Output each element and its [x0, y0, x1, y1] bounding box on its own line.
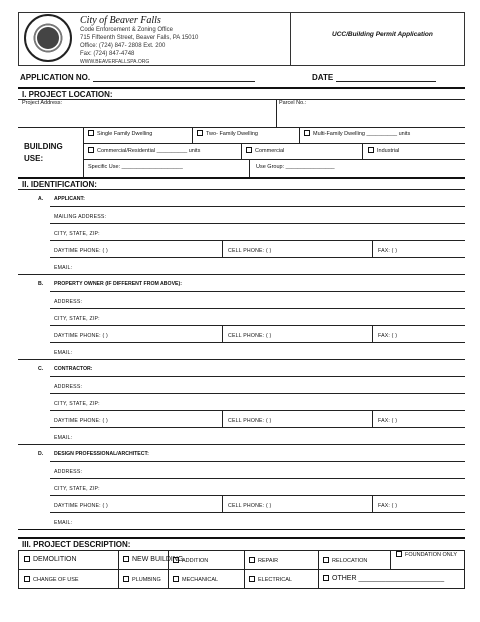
rule [299, 127, 300, 143]
specific-use-field[interactable]: Specific Use: ____________________ [88, 164, 183, 170]
checkbox-icon[interactable] [24, 576, 30, 582]
foundation-label: FOUNDATION ONLY [405, 552, 458, 558]
office-website: WWW.BEAVERFALLSPA.ORG [80, 59, 150, 65]
block-d-email[interactable]: EMAIL: [54, 520, 73, 526]
new-building-label: NEW BUILDING [132, 556, 184, 563]
office-phone: Office: (724) 847- 2808 Ext. 200 [80, 43, 166, 49]
single-family-option[interactable] [88, 130, 152, 137]
rule [83, 143, 465, 144]
checkbox-icon[interactable] [246, 147, 252, 153]
plumbing-option[interactable] [123, 576, 161, 583]
block-a-day-phone[interactable]: DAYTIME PHONE: ( ) [54, 248, 108, 254]
checkbox-icon[interactable] [88, 147, 94, 153]
date-label: DATE [312, 73, 334, 82]
rule [222, 240, 223, 257]
rule [50, 206, 465, 207]
addition-option[interactable] [173, 557, 208, 564]
mechanical-label: MECHANICAL [182, 577, 219, 583]
rule [18, 127, 465, 128]
application-no-label: APPLICATION NO. [20, 73, 91, 82]
block-b-cell[interactable]: CELL PHONE: ( ) [228, 333, 272, 339]
rule [118, 550, 119, 588]
rule [18, 87, 465, 89]
demolition-option[interactable] [24, 556, 77, 563]
rule [222, 410, 223, 427]
rule [50, 478, 465, 479]
rule [18, 444, 465, 445]
rule [362, 143, 363, 159]
block-b-city[interactable]: CITY, STATE, ZIP: [54, 316, 100, 322]
office-address: 715 Fifteenth Street, Beaver Falls, PA 15010 [80, 35, 199, 41]
two-family-label: Two- Family Dwelling [206, 131, 258, 137]
rule [50, 308, 465, 309]
rule [50, 393, 465, 394]
other-label: OTHER ______________________ [332, 575, 445, 582]
building-use-label: BUILDING USE: [24, 142, 63, 163]
block-b-letter: B. [38, 281, 44, 287]
checkbox-icon[interactable] [249, 557, 255, 563]
city-name: City of Beaver Falls [80, 15, 161, 26]
industrial-option[interactable] [368, 147, 399, 154]
change-of-use-option[interactable] [24, 576, 79, 583]
rule [244, 550, 245, 588]
checkbox-icon[interactable] [24, 556, 30, 562]
block-c-cell[interactable]: CELL PHONE: ( ) [228, 418, 272, 424]
block-d-cell[interactable]: CELL PHONE: ( ) [228, 503, 272, 509]
industrial-label: Industrial [377, 148, 400, 154]
checkbox-icon[interactable] [123, 556, 129, 562]
block-b-fax[interactable]: FAX: ( ) [378, 333, 398, 339]
rule [50, 325, 465, 326]
rule [18, 359, 465, 360]
block-b-address[interactable]: ADDRESS: [54, 299, 83, 305]
rule [372, 410, 373, 427]
rule [50, 495, 465, 496]
rule [18, 177, 465, 179]
rule [276, 99, 277, 127]
block-c-email[interactable]: EMAIL: [54, 435, 73, 441]
plumbing-label: PLUMBING [132, 577, 161, 583]
section-3-title: III. PROJECT DESCRIPTION: [22, 540, 131, 549]
electrical-label: ELECTRICAL [258, 577, 292, 583]
application-no-field[interactable] [93, 81, 255, 82]
checkbox-icon[interactable] [249, 576, 255, 582]
block-d-letter: D. [38, 451, 44, 457]
checkbox-icon[interactable] [396, 551, 402, 557]
block-a-title: APPLICANT: [54, 196, 85, 202]
block-b-day-phone[interactable]: DAYTIME PHONE: ( ) [54, 333, 108, 339]
rule [50, 223, 465, 224]
block-c-letter: C. [38, 366, 44, 372]
date-field[interactable] [336, 81, 436, 82]
rule [18, 189, 465, 190]
block-d-title: DESIGN PROFESSIONAL/ARCHITECT: [54, 451, 149, 457]
rule [18, 99, 465, 100]
checkbox-icon[interactable] [323, 575, 329, 581]
block-b-email[interactable]: EMAIL: [54, 350, 73, 356]
checkbox-icon[interactable] [173, 576, 179, 582]
rule [50, 291, 465, 292]
rule [222, 495, 223, 512]
change-of-use-label: CHANGE OF USE [33, 577, 79, 583]
block-a-fax[interactable]: FAX: ( ) [378, 248, 398, 254]
rule [390, 550, 391, 569]
block-a-cell[interactable]: CELL PHONE: ( ) [228, 248, 272, 254]
parcel-label: Parcel No.: [279, 100, 307, 106]
rule [241, 143, 242, 159]
office-fax: Fax: (724) 847-4748 [80, 51, 135, 57]
rule [222, 325, 223, 342]
mechanical-option[interactable] [173, 576, 218, 583]
checkbox-icon[interactable] [304, 130, 310, 136]
rule [83, 127, 84, 177]
office-name: Code Enforcement & Zoning Office [80, 27, 173, 33]
checkbox-icon[interactable] [123, 576, 129, 582]
permit-title: UCC/Building Permit Application [332, 31, 433, 38]
rule [18, 588, 465, 589]
block-c-city[interactable]: CITY, STATE, ZIP: [54, 401, 100, 407]
rule [50, 376, 465, 377]
rule [18, 537, 465, 539]
rule [18, 569, 465, 570]
checkbox-icon[interactable] [88, 130, 94, 136]
header-divider [290, 12, 291, 66]
commercial-residential-label: Commercial/Residential __________ units [97, 148, 201, 154]
rule [372, 240, 373, 257]
seal-center [37, 27, 59, 49]
rule [192, 127, 193, 143]
rule [50, 427, 465, 428]
checkbox-icon[interactable] [197, 130, 203, 136]
multi-family-option[interactable] [304, 130, 410, 137]
rule [50, 512, 465, 513]
rule [318, 550, 319, 588]
two-family-option[interactable] [197, 130, 258, 137]
block-a-city[interactable]: CITY, STATE, ZIP: [54, 231, 100, 237]
rule [372, 495, 373, 512]
block-a-address[interactable]: MAILING ADDRESS: [54, 214, 107, 220]
rule [50, 461, 465, 462]
rule [372, 325, 373, 342]
foundation-option[interactable] [396, 551, 460, 559]
block-d-city[interactable]: CITY, STATE, ZIP: [54, 486, 100, 492]
project-address-label: Project Address: [22, 100, 63, 106]
block-d-day-phone[interactable]: DAYTIME PHONE: ( ) [54, 503, 108, 509]
checkbox-icon[interactable] [173, 557, 179, 563]
commercial-label: Commercial [255, 148, 285, 154]
rule [50, 240, 465, 241]
single-family-label: Single Family Dwelling [97, 131, 153, 137]
relocation-option[interactable] [323, 557, 367, 564]
rule [50, 342, 465, 343]
rule [50, 257, 465, 258]
rule [83, 159, 465, 160]
block-a-email[interactable]: EMAIL: [54, 265, 73, 271]
checkbox-icon[interactable] [368, 147, 374, 153]
rule [50, 410, 465, 411]
block-d-address[interactable]: ADDRESS: [54, 469, 83, 475]
block-c-fax[interactable]: FAX: ( ) [378, 418, 398, 424]
checkbox-icon[interactable] [323, 557, 329, 563]
demolition-label: DEMOLITION [33, 556, 77, 563]
repair-label: REPAIR [258, 558, 279, 564]
use-group-field[interactable]: Use Group: ________________ [256, 164, 335, 170]
multi-family-label: Multi-Family Dwelling __________ units [313, 131, 411, 137]
section-2-title: II. IDENTIFICATION: [22, 180, 97, 189]
block-d-fax[interactable]: FAX: ( ) [378, 503, 398, 509]
block-a-letter: A. [38, 196, 44, 202]
repair-option[interactable] [249, 557, 278, 564]
electrical-option[interactable] [249, 576, 292, 583]
rule [18, 274, 465, 275]
block-c-title: CONTRACTOR: [54, 366, 93, 372]
section-1-title: I. PROJECT LOCATION: [22, 90, 113, 99]
commercial-option[interactable] [246, 147, 284, 154]
block-c-day-phone[interactable]: DAYTIME PHONE: ( ) [54, 418, 108, 424]
commercial-residential-option[interactable] [88, 147, 200, 154]
relocation-label: RELOCATION [332, 558, 368, 564]
addition-label: ADDITION [182, 558, 209, 564]
rule [18, 529, 465, 530]
block-c-address[interactable]: ADDRESS: [54, 384, 83, 390]
rule [249, 159, 250, 177]
block-b-title: PROPERTY OWNER (IF DIFFERENT FROM ABOVE): [54, 281, 182, 287]
other-option[interactable] [323, 575, 444, 582]
